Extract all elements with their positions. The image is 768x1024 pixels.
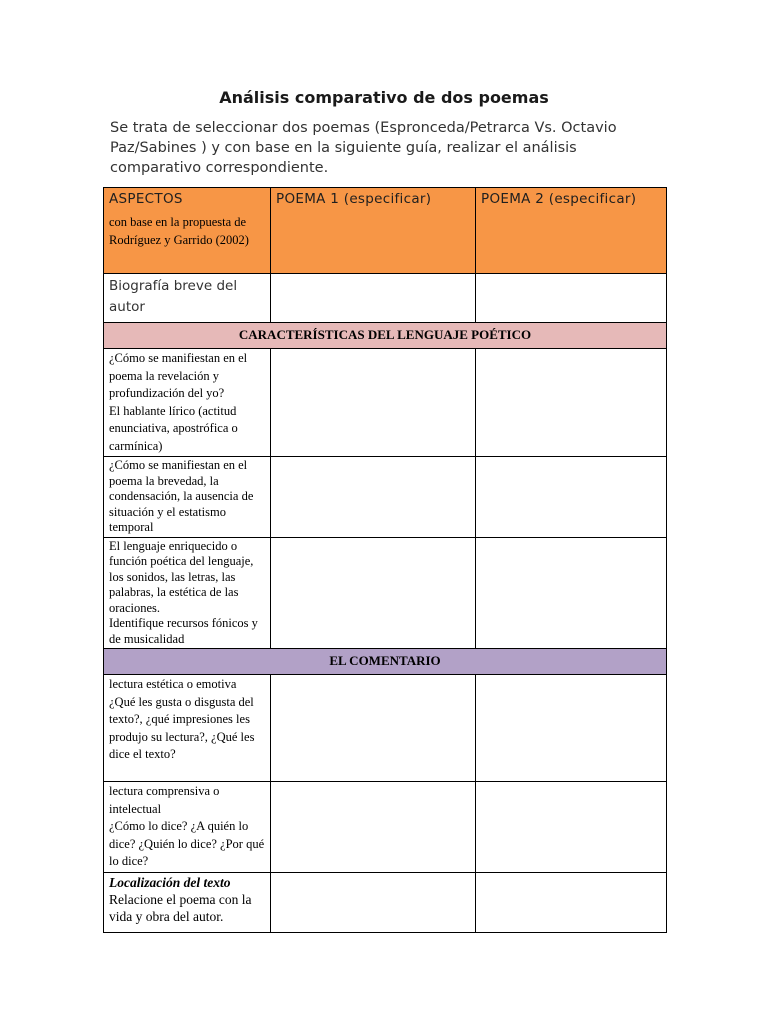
answer-cell[interactable]	[271, 274, 476, 323]
intro-paragraph: Se trata de seleccionar dos poemas (Espronceda/Petrarca Vs. Octavio Paz/Sabines ) y con base en la siguiente guía, realizar el análisis comparativo correspondiente.	[110, 120, 617, 176]
poem1-header-cell	[271, 188, 476, 274]
question-text: ¿Qué les gusta o disgusta del texto?, ¿qué impresiones les produjo su lectura?, ¿Qué les dice el texto?	[109, 694, 255, 761]
aspects-header: ASPECTOS	[109, 191, 183, 207]
answer-cell[interactable]	[476, 782, 667, 873]
table-row	[104, 457, 667, 538]
poem2-header-cell	[476, 188, 667, 274]
poem2-header: POEMA 2 (especificar)	[481, 191, 637, 207]
question-cell	[104, 782, 271, 873]
table-header-row	[104, 188, 667, 274]
question-heading: Localización del texto	[109, 874, 231, 890]
page-title: Análisis comparativo de dos poemas	[219, 88, 549, 107]
question-text: ¿Cómo se manifiestan en el poema la revelación y profundización del yo?	[109, 351, 248, 400]
answer-cell[interactable]	[271, 457, 476, 538]
question-text: ¿Cómo lo dice? ¿A quién lo dice? ¿Quién lo dice? ¿Por qué lo dice?	[109, 819, 265, 868]
answer-cell[interactable]	[271, 872, 476, 932]
table-row	[104, 675, 667, 782]
answer-cell[interactable]	[476, 675, 667, 782]
answer-cell[interactable]	[271, 782, 476, 873]
answer-cell[interactable]	[476, 457, 667, 538]
comparison-table	[103, 187, 667, 933]
answer-cell[interactable]	[476, 872, 667, 932]
question-cell	[104, 675, 271, 782]
table-row	[104, 349, 667, 457]
question-text: lectura comprensiva o intelectual	[109, 784, 220, 816]
aspects-header-cell	[104, 188, 271, 274]
section-header-row	[104, 323, 667, 349]
answer-cell[interactable]	[476, 537, 667, 649]
table-row	[104, 872, 667, 932]
question-text: El hablante lírico (actitud enunciativa, apostrófica o carmínica)	[109, 403, 238, 453]
question-cell	[104, 349, 271, 457]
table-row	[104, 782, 667, 873]
question-text: Identifique recursos fónicos y de musicalidad	[109, 616, 258, 646]
bio-label: Biografía breve del autor	[104, 274, 271, 323]
question-text: El lenguaje enriquecido o función poética del lenguaje, los sonidos, las letras, las palabras, la estética de las oraciones.	[109, 538, 254, 615]
question-cell	[104, 537, 271, 649]
answer-cell[interactable]	[271, 537, 476, 649]
answer-cell[interactable]	[476, 274, 667, 323]
question-text: lectura estética o emotiva	[109, 677, 237, 691]
aspects-subheader: con base en la propuesta de Rodríguez y Garrido (2002)	[109, 215, 249, 247]
section-title-commentary: EL COMENTARIO	[104, 649, 667, 675]
answer-cell[interactable]	[476, 349, 667, 457]
answer-cell[interactable]	[271, 349, 476, 457]
table-row	[104, 274, 667, 323]
question-cell	[104, 457, 271, 538]
question-text: Relacione el poema con la vida y obra del autor.	[109, 891, 252, 924]
question-cell	[104, 872, 271, 932]
question-text: ¿Cómo se manifiestan en el poema la brevedad, la condensación, la ausencia de situación y el estatismo temporal	[109, 458, 254, 534]
table-row	[104, 537, 667, 649]
poem1-header: POEMA 1 (especificar)	[276, 191, 432, 207]
section-title-language: CARACTERÍSTICAS DEL LENGUAJE POÉTICO	[104, 323, 667, 349]
answer-cell[interactable]	[271, 675, 476, 782]
section-header-row	[104, 649, 667, 675]
